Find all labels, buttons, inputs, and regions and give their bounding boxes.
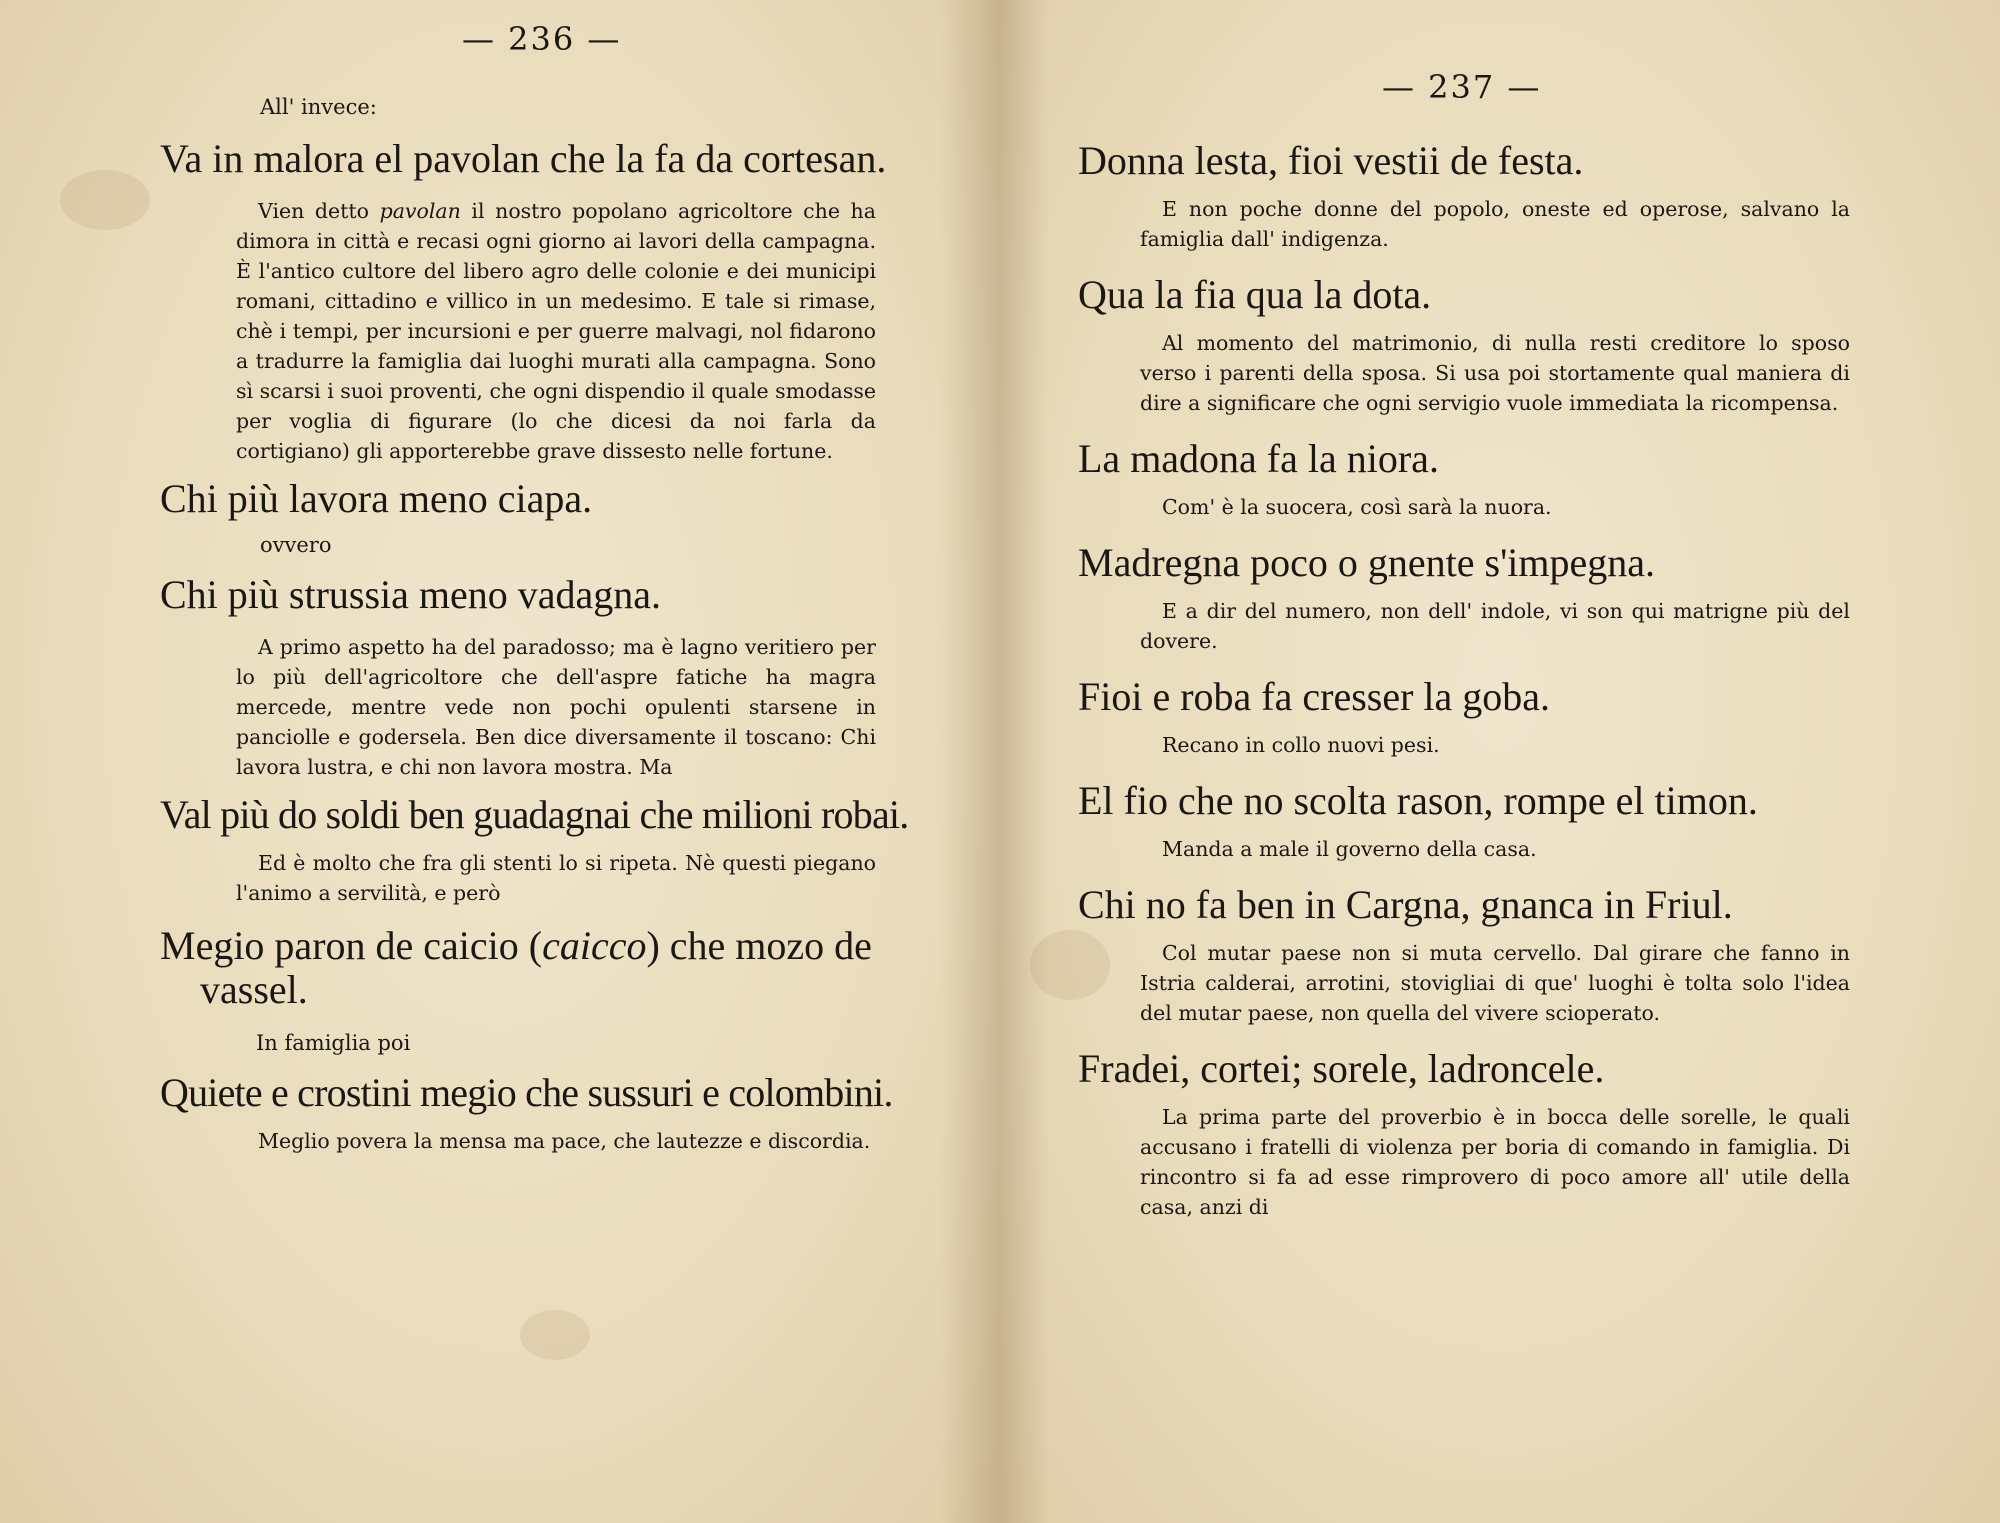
- right-column: [1078, 138, 1858, 1222]
- commentary: E non poche donne del popolo, oneste ed operose, salvano la famiglia dall' indigenza.: [1140, 197, 1850, 251]
- foxing-stain: [520, 1310, 590, 1360]
- commentary: Col mutar paese non si muta cervello. Dal girare che fanno in Istria calderai, arrotini, stovigliai di que' luoghi è tolta solo l'idea del mutar paese, non quella del vivere scioperato.: [1140, 941, 1850, 1025]
- proverb: Chi più strussia meno vadagna.: [160, 572, 662, 617]
- proverb: Fioi e roba fa cresser la goba.: [1078, 674, 1551, 719]
- proverb: Madregna poco o gnente s'impegna.: [1078, 540, 1656, 585]
- proverb: La madona fa la niora.: [1078, 436, 1439, 481]
- proverb: Chi no fa ben in Cargna, gnanca in Friul.: [1078, 882, 1733, 927]
- gutter-shadow: [940, 0, 1000, 1523]
- commentary: E a dir del numero, non dell' indole, vi son qui matrigne più del dovere.: [1140, 599, 1850, 653]
- commentary: Manda a male il governo della casa.: [1162, 837, 1537, 861]
- proverb: Va in malora el pavolan che la fa da cortesan.: [160, 136, 887, 181]
- commentary: Al momento del matrimonio, di nulla resti creditore lo sposo verso i parenti della sposa. Si usa poi stortamente qual maniera di dire a significare che ogni servigio vuole immediata la ricompensa.: [1140, 331, 1850, 415]
- commentary: Recano in collo nuovi pesi.: [1162, 733, 1440, 757]
- commentary: Meglio povera la mensa ma pace, che lautezze e discordia.: [258, 1129, 871, 1153]
- commentary: Vien detto pavolan il nostro popolano agricoltore che ha dimora in città e recasi ogni giorno ai lavori della campagna. È l'antico cultore del libero agro delle colonie e dei municipi romani, cittadino e villico in un medesimo. E tale si rimase, chè i tempi, per incursioni e per guerre malvagi, nol fidarono a tradurre la famiglia dai luoghi murati alla campagna. Sono sì scarsi i suoi proventi, che ogni dispendio il quale smodasse per voglia di figurare (lo che dicesi da noi farla da cortigiano) gli apporterebbe grave dissesto nelle fortune.: [236, 199, 876, 463]
- page-number: — 236 —: [462, 20, 622, 58]
- proverb: Quiete e crostini megio che sussuri e colombini.: [160, 1070, 893, 1115]
- right-page: [1000, 0, 2000, 1523]
- proverb: Chi più lavora meno ciapa.: [160, 476, 593, 521]
- commentary: La prima parte del proverbio è in bocca delle sorelle, le quali accusano i fratelli di violenza per boria di comando in famiglia. Di rincontro si fa ad esse rimprovero di poco amore all' utile della casa, anzi di: [1140, 1105, 1850, 1219]
- proverb: Val più do soldi ben guadagnai che milioni robai.: [160, 792, 909, 837]
- intro-text: All' invece:: [260, 95, 377, 119]
- proverb: Qua la fia qua la dota.: [1078, 272, 1432, 317]
- proverb: Megio paron de caicio (caicco) che mozo de vassel.: [160, 923, 872, 1012]
- connector-text: ovvero: [260, 533, 332, 557]
- gutter-shadow: [1000, 0, 1050, 1523]
- commentary: A primo aspetto ha del paradosso; ma è lagno veritiero per lo più dell'agricoltore che dell'aspre fatiche ha magra mercede, mentre vede non pochi opulenti starsene in panciolle e godersela. Ben dice diversamente il toscano: Chi lavora lustra, e chi non lavora mostra. Ma: [236, 635, 876, 779]
- proverb: Donna lesta, fioi vestii de festa.: [1078, 138, 1584, 183]
- foxing-stain: [60, 170, 150, 230]
- proverb: Fradei, cortei; sorele, ladroncele.: [1078, 1046, 1605, 1091]
- commentary: Ed è molto che fra gli stenti lo si ripeta. Nè questi piegano l'animo a servilità, e però: [236, 851, 876, 905]
- connector-text: In famiglia poi: [256, 1031, 411, 1055]
- commentary: Com' è la suocera, così sarà la nuora.: [1162, 495, 1552, 519]
- proverb: El fio che no scolta rason, rompe el timon.: [1078, 778, 1758, 823]
- page-number: — 237 —: [1382, 68, 1542, 106]
- left-column: [160, 92, 920, 1156]
